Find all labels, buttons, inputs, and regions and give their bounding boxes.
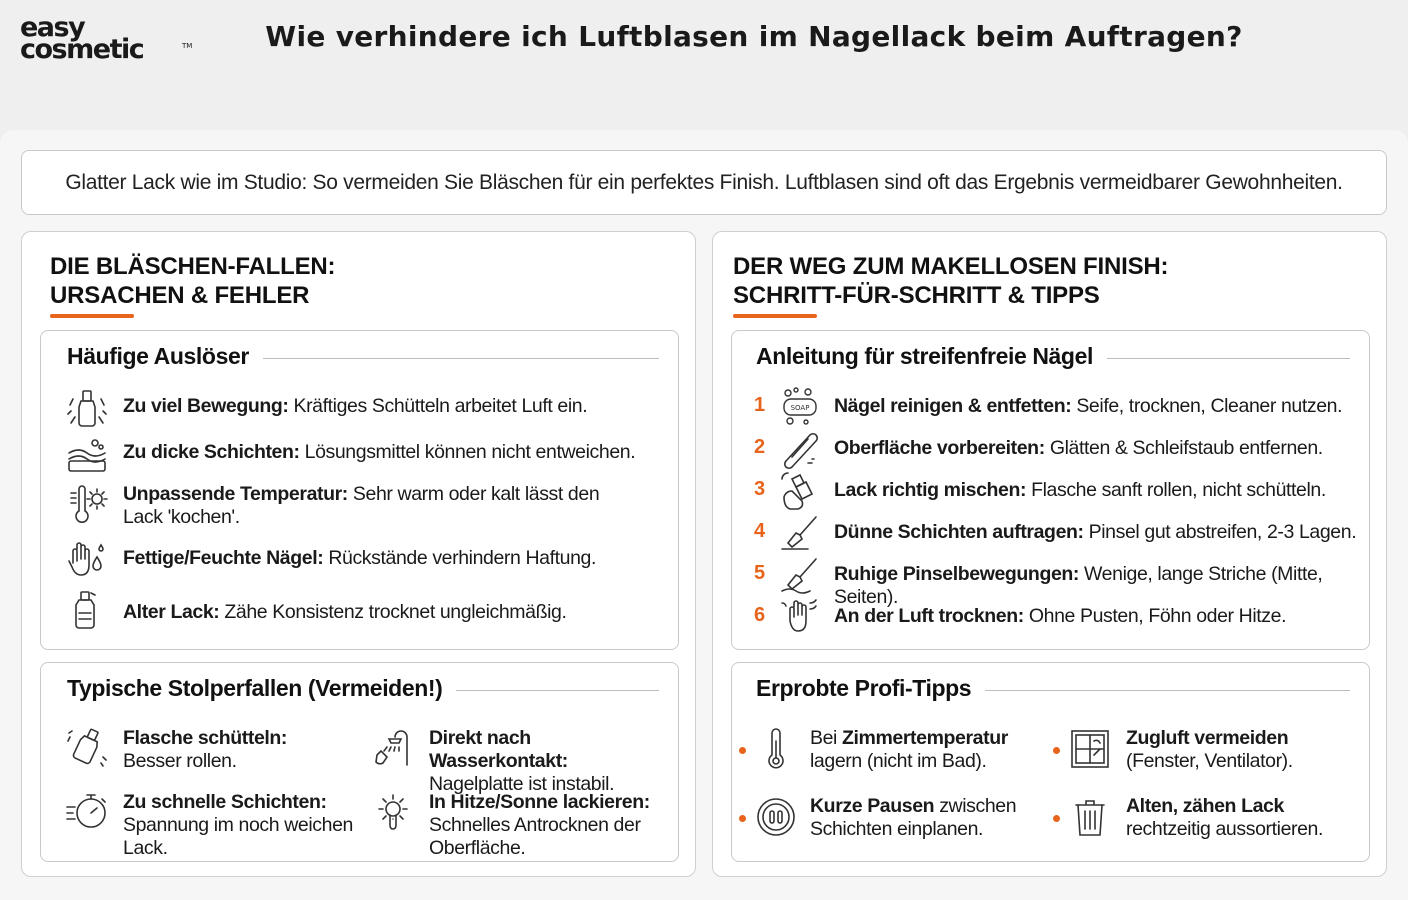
step-number: 3 bbox=[754, 478, 766, 500]
step-text: Lack richtig mischen: Flasche sanft rollen, nicht schütteln. bbox=[834, 479, 1326, 501]
list-item bbox=[1068, 727, 1358, 773]
trigger-text: Zu dicke Schichten: Lösungsmittel können nicht entweichen. bbox=[123, 441, 636, 463]
pitfall-text: Direkt nach Wasserkontakt: Nagelplatte ist instabil. bbox=[429, 727, 615, 795]
list-item bbox=[778, 511, 1368, 555]
list-item bbox=[754, 795, 1054, 841]
step-text: Nägel reinigen & entfetten: Seife, trocknen, Cleaner nutzen. bbox=[834, 395, 1343, 417]
list-item bbox=[65, 789, 365, 860]
card-tips bbox=[731, 662, 1370, 862]
pause-icon bbox=[754, 795, 798, 839]
panel-causes-heading-line2: URSACHEN & FEHLER bbox=[50, 282, 310, 309]
wet-hand-icon bbox=[65, 539, 109, 583]
pitfall-text: Zu schnelle Schichten: Spannung im noch weichen Lack. bbox=[123, 791, 353, 859]
card-tips-title: Erprobte Profi-Tipps bbox=[756, 675, 985, 702]
list-item bbox=[1068, 795, 1358, 841]
pitfall-text: Flasche schütteln: Besser rollen. bbox=[123, 727, 288, 772]
brand-line1: easy bbox=[20, 12, 85, 43]
intro-box bbox=[21, 150, 1387, 215]
card-steps-title: Anleitung für streifenfreie Nägel bbox=[756, 343, 1107, 370]
list-item bbox=[778, 595, 1368, 639]
thick-layers-icon bbox=[65, 433, 109, 477]
list-item bbox=[65, 483, 665, 529]
step-number: 1 bbox=[754, 394, 766, 416]
list-item bbox=[65, 725, 365, 773]
air-dry-hand-icon bbox=[778, 595, 822, 639]
tip-text: Bei Zimmertemperatur lagern (nicht im Bad). bbox=[810, 727, 1008, 772]
bullet-dot bbox=[1053, 815, 1060, 822]
card-pitfalls-title: Typische Stolperfallen (Vermeiden!) bbox=[67, 675, 456, 702]
list-item bbox=[371, 725, 671, 796]
bullet-dot bbox=[739, 747, 746, 754]
page-title: Wie verhindere ich Luftblasen im Nagellack beim Auftragen? bbox=[265, 20, 1243, 53]
trigger-text: Unpassende Temperatur: Sehr warm oder kalt lässt den Lack 'kochen'. bbox=[123, 483, 600, 528]
accent-rule bbox=[733, 314, 817, 318]
bullet-dot bbox=[1053, 747, 1060, 754]
brand-trademark: TM bbox=[182, 42, 193, 50]
list-item bbox=[371, 789, 671, 860]
list-item bbox=[778, 469, 1368, 513]
step-text: Ruhige Pinselbewegungen: Wenige, lange Striche (Mitte, Seiten). bbox=[834, 563, 1323, 608]
soap-label: SOAP bbox=[790, 404, 810, 412]
panel-causes-heading-line1: DIE BLÄSCHEN-FALLEN: bbox=[50, 253, 336, 280]
trigger-text: Zu viel Bewegung: Kräftiges Schütteln arbeitet Luft ein. bbox=[123, 395, 588, 417]
brand-line2: cosmetic bbox=[20, 34, 144, 65]
brush-icon bbox=[778, 511, 822, 555]
list-item bbox=[778, 385, 1368, 429]
card-triggers bbox=[40, 330, 679, 650]
stopwatch-icon bbox=[65, 789, 109, 833]
step-text: Dünne Schichten auftragen: Pinsel gut abstreifen, 2-3 Lagen. bbox=[834, 521, 1357, 543]
card-steps bbox=[731, 330, 1370, 650]
brand-logo bbox=[20, 12, 193, 70]
rolling-bottle-icon bbox=[778, 469, 822, 513]
step-number: 4 bbox=[754, 520, 766, 542]
list-item bbox=[65, 387, 665, 431]
step-text: An der Luft trocknen: Ohne Pusten, Föhn oder Hitze. bbox=[834, 605, 1287, 627]
shower-icon bbox=[371, 725, 415, 769]
card-pitfalls bbox=[40, 662, 679, 862]
shake-bottle-icon bbox=[65, 725, 109, 769]
pitfall-text: In Hitze/Sonne lackieren: Schnelles Antrocknen der Oberfläche. bbox=[429, 791, 650, 859]
window-icon bbox=[1068, 727, 1112, 771]
thermometer-icon bbox=[754, 727, 798, 771]
panel-finish bbox=[712, 231, 1387, 877]
sun-hand-icon bbox=[371, 789, 415, 833]
step-number: 5 bbox=[754, 562, 766, 584]
panel-finish-heading bbox=[733, 252, 1168, 310]
thermometer-sun-icon bbox=[65, 483, 109, 527]
tip-text: Kurze Pausen zwischen Schichten einplanen. bbox=[810, 795, 1017, 840]
step-number: 2 bbox=[754, 436, 766, 458]
card-title-rule bbox=[441, 690, 659, 691]
accent-rule bbox=[50, 314, 134, 318]
old-bottle-icon bbox=[65, 589, 109, 633]
card-triggers-title: Häufige Auslöser bbox=[67, 343, 263, 370]
card-title-rule bbox=[1092, 358, 1350, 359]
panel-finish-heading-line2: SCHRITT-FÜR-SCHRITT & TIPPS bbox=[733, 282, 1100, 309]
list-item bbox=[778, 427, 1368, 471]
trigger-text: Alter Lack: Zähe Konsistenz trocknet ungleichmäßig. bbox=[123, 601, 567, 623]
card-title-rule bbox=[241, 358, 659, 359]
brush-stroke-icon bbox=[778, 553, 822, 597]
tip-text: Alten, zähen Lack rechtzeitig aussortieren. bbox=[1126, 795, 1324, 840]
list-item bbox=[754, 727, 1054, 773]
list-item bbox=[65, 433, 665, 477]
panel-finish-heading-line1: DER WEG ZUM MAKELLOSEN FINISH: bbox=[733, 253, 1169, 280]
trigger-text: Fettige/Feuchte Nägel: Rückstände verhindern Haftung. bbox=[123, 547, 596, 569]
soap-icon bbox=[778, 385, 822, 429]
panel-causes bbox=[21, 231, 696, 877]
nail-file-icon bbox=[778, 427, 822, 471]
bullet-dot bbox=[739, 815, 746, 822]
step-number: 6 bbox=[754, 604, 766, 626]
intro-text: Glatter Lack wie im Studio: So vermeiden Sie Bläschen für ein perfektes Finish. Luftblasen sind oft das Ergebnis vermeidbarer Gewohnheiten. bbox=[65, 170, 1343, 194]
card-title-rule bbox=[980, 690, 1350, 691]
shaking-bottle-icon bbox=[65, 387, 109, 431]
list-item bbox=[65, 589, 665, 633]
list-item bbox=[65, 539, 665, 583]
panel-causes-heading bbox=[50, 252, 335, 310]
trash-icon bbox=[1068, 795, 1112, 839]
tip-text: Zugluft vermeiden (Fenster, Ventilator). bbox=[1126, 727, 1293, 772]
step-text: Oberfläche vorbereiten: Glätten & Schleifstaub entfernen. bbox=[834, 437, 1323, 459]
